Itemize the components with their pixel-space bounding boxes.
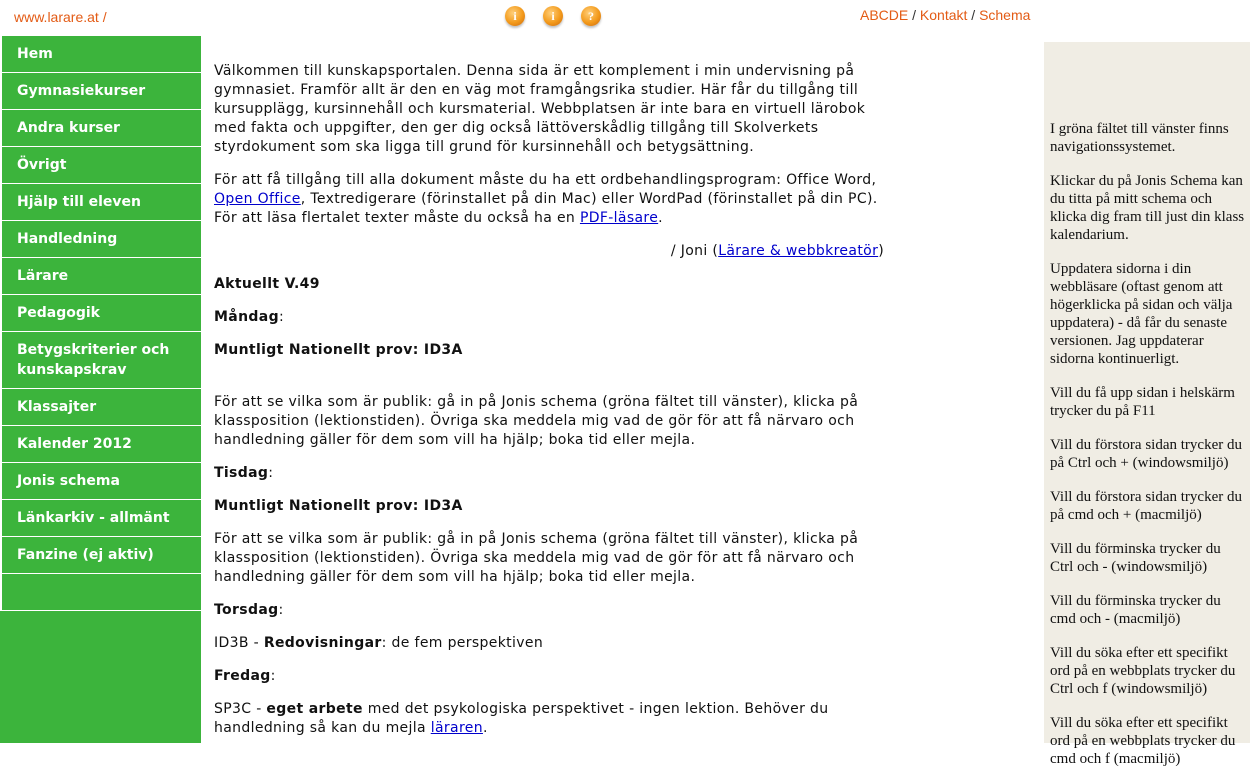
current-heading [214, 275, 894, 294]
thursday-heading [214, 601, 894, 620]
lararen-link[interactable]: läraren [430, 720, 483, 736]
nav-item-andra-kurser[interactable]: Andra kurser [0, 110, 201, 147]
nav-item-jonis-schema[interactable]: Jonis schema [0, 463, 201, 500]
nav-item-kalender-2012[interactable]: Kalender 2012 [0, 426, 201, 463]
open-office-link[interactable]: Open Office [214, 191, 301, 207]
signature [214, 242, 884, 261]
nav-item-lankarkiv[interactable]: Länkarkiv - allmänt [0, 500, 201, 537]
info-paragraph: Vill du förminska trycker du cmd och - (macmiljö) [1050, 593, 1221, 627]
nav-item-gymnasiekurser[interactable]: Gymnasiekurser [0, 73, 201, 110]
monday-label: Måndag [214, 309, 279, 325]
info-paragraph: I gröna fältet till vänster finns navigationssystemet. [1050, 121, 1229, 155]
info-paragraph: Klickar du på Jonis Schema kan du titta på mitt schema och klicka dig fram till just din klass kalendarium. [1050, 173, 1245, 243]
nav-item-hjalp-till-eleven[interactable]: Hjälp till eleven [0, 184, 201, 221]
tuesday-label: Tisdag [214, 465, 269, 481]
exam-label: Muntligt Nationellt prov: ID3A [214, 342, 463, 358]
tuesday-heading [214, 464, 894, 483]
nav-item-ovrigt[interactable]: Övrigt [0, 147, 201, 184]
thursday-label: Torsdag [214, 602, 279, 618]
nav-item-hem[interactable]: Hem [0, 36, 201, 73]
info-paragraph: Vill du förstora sidan trycker du på cmd och + (macmiljö) [1050, 489, 1242, 523]
colon: : [268, 465, 274, 481]
link-separator: / [908, 7, 920, 23]
main-content [214, 62, 894, 752]
pdf-reader-link[interactable]: PDF-läsare [579, 210, 659, 226]
abcde-link[interactable]: ABCDE [860, 7, 909, 23]
info-icon[interactable]: i [505, 6, 525, 26]
schema-link[interactable]: Schema [979, 7, 1031, 23]
access-text: , Textredigerare (förinstallet på din Mac) eller WordPad (förinstallet på din PC). För att läsa flertalet texter måste du också ha en [214, 191, 878, 226]
friday-heading [214, 667, 894, 686]
thursday-text: : de fem perspektiven [381, 635, 544, 651]
nav-item-empty [0, 574, 201, 611]
friday-label: Fredag [214, 668, 271, 684]
site-home-link[interactable]: www.larare.at / [14, 9, 107, 25]
access-paragraph [214, 171, 894, 228]
current-week: Aktuellt V.49 [214, 276, 320, 292]
top-icon-group [505, 6, 619, 26]
class-code: ID3B - [214, 635, 264, 651]
nav-item-klassajter[interactable]: Klassajter [0, 389, 201, 426]
exam-label: Muntligt Nationellt prov: ID3A [214, 498, 463, 514]
colon: : [270, 668, 276, 684]
thursday-item [214, 634, 894, 653]
colon: : [278, 602, 284, 618]
kontakt-link[interactable]: Kontakt [919, 7, 968, 23]
tuesday-exam [214, 497, 894, 516]
intro-paragraph: Välkommen till kunskapsportalen. Denna sida är ett komplement i min undervisning på gymnasiet. Framför allt är den en väg mot framgångsrika studier. Här får du tillgång till kursupplägg, kursinnehåll och kursmaterial. Webbplatsen är inte bara en virtuell lärobok med fakta och uppgifter, den ger dig också lättöverskådlig tillgång till Skolverkets styrdokument som ska ligga till grund för kursinnehåll och betygsättning. [214, 63, 866, 155]
colon: : [278, 309, 285, 325]
redovisningar: Redovisningar [263, 635, 382, 651]
link-separator: / [967, 7, 980, 23]
friday-item [214, 700, 894, 738]
class-code: SP3C - [214, 701, 267, 717]
period: . [482, 720, 488, 736]
help-icon[interactable]: ? [581, 6, 601, 26]
top-bar [0, 0, 1250, 36]
access-text: . [658, 210, 663, 226]
monday-heading [214, 308, 894, 327]
nav-item-pedagogik[interactable]: Pedagogik [0, 295, 201, 332]
signature-text: / Joni ( [670, 243, 719, 259]
info-paragraph: Uppdatera sidorna i din webbläsare (oftast genom att högerklicka på sidan och välja uppdatera) - då får du senaste versionen. Jag uppdaterar sidorna kontinuerligt. [1050, 261, 1233, 367]
monday-exam [214, 341, 894, 360]
info-icon[interactable]: i [543, 6, 563, 26]
tuesday-publik-paragraph: För att se vilka som är publik: gå in på Jonis schema (gröna fältet till vänster), klicka på klassposition (lektionstiden). Övriga ska meddela mig vad de gör för att få närvaro och handledning gäller för dem som vill ha hjälp; boka tid eller mejla. [214, 531, 859, 585]
friday-text: med det psykologiska perspektivet - ingen lektion. Behöver du handledning så kan du mejla [214, 701, 829, 736]
signature-text: ) [878, 243, 884, 259]
right-info-panel [1044, 42, 1250, 767]
nav-item-handledning[interactable]: Handledning [0, 221, 201, 258]
nav-item-fanzine[interactable]: Fanzine (ej aktiv) [0, 537, 201, 574]
info-paragraph: Vill du söka efter ett specifikt ord på en webbplats trycker du cmd och f (macmiljö) [1050, 715, 1236, 767]
info-paragraph: Vill du förminska trycker du Ctrl och - (windowsmiljö) [1050, 541, 1221, 575]
eget-arbete: eget arbete [266, 701, 363, 717]
info-paragraph: Vill du få upp sidan i helskärm trycker du på F11 [1050, 385, 1235, 419]
left-navigation [0, 36, 201, 743]
monday-publik-paragraph: För att se vilka som är publik: gå in på Jonis schema (gröna fältet till vänster), klicka på klassposition (lektionstiden). Övriga ska meddela mig vad de gör för att få närvaro och handledning gäller för dem som vill ha hjälp; boka tid eller mejla. [214, 394, 859, 448]
teacher-link[interactable]: Lärare & webbkreatör [718, 243, 879, 259]
info-paragraph: Vill du söka efter ett specifikt ord på en webbplats trycker du Ctrl och f (windowsmiljö) [1050, 645, 1236, 697]
access-text: För att få tillgång till alla dokument måste du ha ett ordbehandlingsprogram: Office Word, [214, 172, 877, 188]
nav-item-betygskriterier[interactable]: Betygskriterier och kunskapskrav [0, 332, 201, 389]
top-links [860, 7, 1030, 23]
info-paragraph: Vill du förstora sidan trycker du på Ctrl och + (windowsmiljö) [1050, 437, 1242, 471]
nav-item-larare[interactable]: Lärare [0, 258, 201, 295]
